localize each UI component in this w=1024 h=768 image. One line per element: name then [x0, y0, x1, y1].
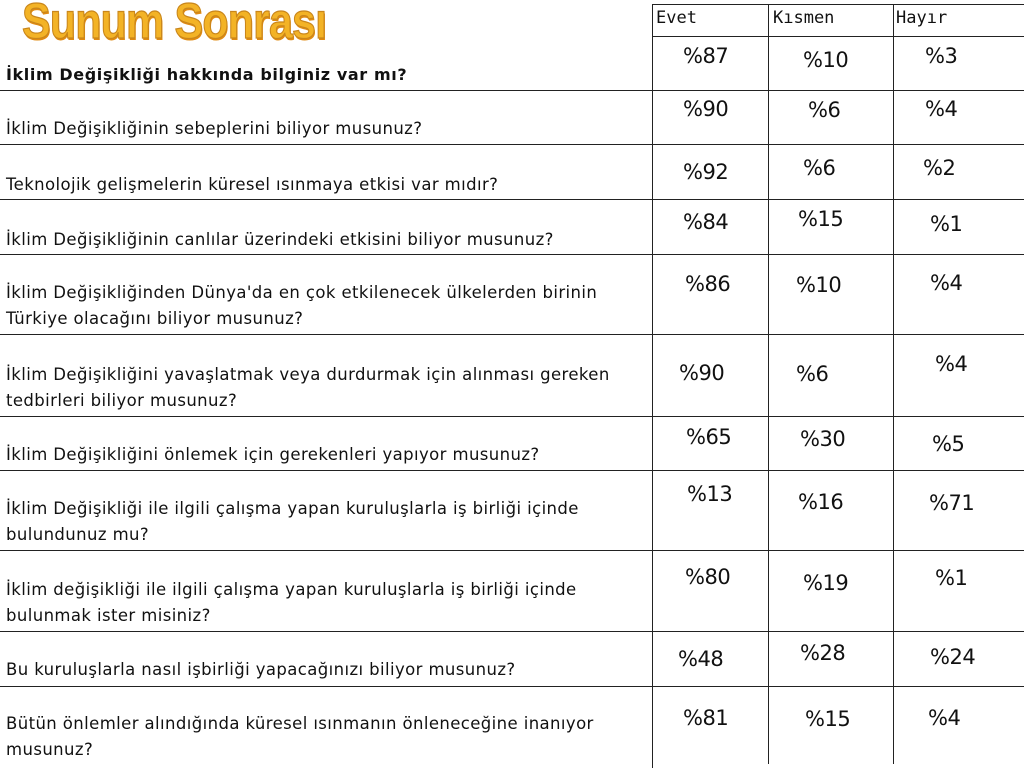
- row-divider: [0, 254, 1024, 255]
- value-evet: %81: [683, 706, 729, 730]
- row-divider: [0, 199, 1024, 200]
- value-hayir: %4: [930, 271, 963, 295]
- question-text: İklim Değişikliğinin canlılar üzerindeki etkisini biliyor musunuz?: [6, 230, 554, 249]
- value-hayir: %4: [935, 352, 968, 376]
- question-text: İklim Değişikliği ile ilgili çalışma yapan kuruluşlarla iş birliği içinde bulundunuz mu?: [6, 499, 579, 544]
- row-divider: [0, 686, 1024, 687]
- value-evet: %90: [683, 97, 729, 121]
- column-header-hayir: Hayır: [896, 8, 948, 28]
- value-hayir: %1: [935, 566, 968, 590]
- value-kismen: %19: [803, 571, 849, 595]
- value-kismen: %6: [808, 98, 841, 122]
- value-hayir: %4: [928, 706, 961, 730]
- column-divider-1: [768, 4, 769, 764]
- value-hayir: %2: [923, 156, 956, 180]
- row-divider: [0, 416, 1024, 417]
- value-evet: %86: [685, 272, 731, 296]
- row-divider: [0, 470, 1024, 471]
- value-evet: %48: [678, 647, 724, 671]
- value-hayir: %3: [925, 44, 958, 68]
- table-top-border: [652, 4, 1024, 5]
- column-divider-2: [893, 4, 894, 764]
- row-divider: [0, 550, 1024, 551]
- row-divider: [0, 90, 1024, 91]
- value-evet: %84: [683, 210, 729, 234]
- question-text: Bütün önlemler alındığında küresel ısınmanın önleneceğine inanıyor musunuz?: [6, 714, 594, 759]
- value-hayir: %5: [932, 432, 965, 456]
- value-evet: %65: [686, 425, 732, 449]
- question-text: İklim Değişikliğini yavaşlatmak veya durdurmak için alınması gereken tedbirleri biliyor musunuz?: [6, 365, 610, 410]
- column-header-kismen: Kısmen: [773, 8, 835, 28]
- value-evet: %92: [683, 160, 729, 184]
- value-kismen: %15: [798, 207, 844, 231]
- value-evet: %80: [685, 565, 731, 589]
- row-divider: [0, 631, 1024, 632]
- value-kismen: %10: [803, 48, 849, 72]
- value-kismen: %6: [796, 362, 829, 386]
- value-hayir: %1: [930, 212, 963, 236]
- row-divider: [0, 144, 1024, 145]
- value-evet: %90: [679, 361, 725, 385]
- value-kismen: %6: [803, 156, 836, 180]
- question-text: İklim Değişikliği hakkında bilginiz var mı?: [6, 65, 408, 84]
- value-evet: %87: [683, 44, 729, 68]
- value-kismen: %28: [800, 641, 846, 665]
- value-hayir: %71: [929, 491, 975, 515]
- page-title: Sunum Sonrası: [22, 0, 327, 49]
- question-text: İklim Değişikliğinin sebeplerini biliyor musunuz?: [6, 119, 423, 138]
- row-divider: [0, 334, 1024, 335]
- value-kismen: %15: [805, 707, 851, 731]
- value-hayir: %4: [925, 97, 958, 121]
- column-header-evet: Evet: [656, 8, 697, 28]
- header-divider: [652, 36, 1024, 37]
- question-text: İklim Değişikliğini önlemek için gerekenleri yapıyor musunuz?: [6, 445, 540, 464]
- value-kismen: %30: [800, 427, 846, 451]
- question-text: İklim değişikliği ile ilgili çalışma yapan kuruluşlarla iş birliği içinde bulunmak ister misiniz?: [6, 580, 577, 625]
- value-kismen: %10: [796, 273, 842, 297]
- value-hayir: %24: [930, 645, 976, 669]
- question-text: Bu kuruluşlarla nasıl işbirliği yapacağınızı biliyor musunuz?: [6, 660, 516, 679]
- question-text: Teknolojik gelişmelerin küresel ısınmaya etkisi var mıdır?: [6, 175, 499, 194]
- question-text: İklim Değişikliğinden Dünya'da en çok etkilenecek ülkelerden birinin Türkiye olacağını biliyor musunuz?: [6, 283, 598, 328]
- value-evet: %13: [687, 482, 733, 506]
- value-kismen: %16: [798, 490, 844, 514]
